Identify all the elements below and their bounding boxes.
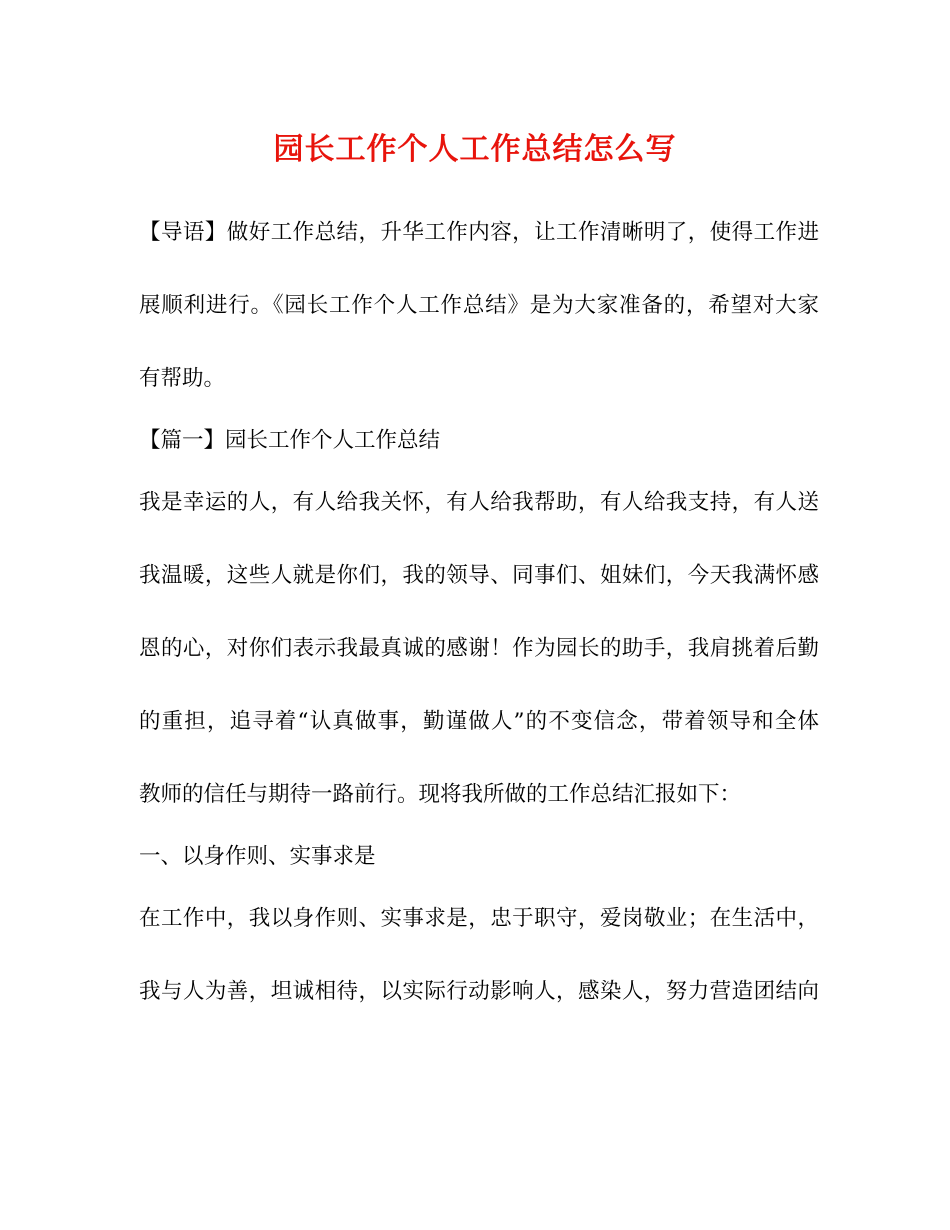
paragraph-line: 我与人为善，坦诚相待，以实际行动影响人，感染人，努力营造团结向	[139, 979, 819, 1004]
section-heading: 【篇一】园长工作个人工作总结	[139, 428, 441, 453]
paragraph-line: 教师的信任与期待一路前行。现将我所做的工作总结汇报如下：	[139, 782, 742, 807]
paragraph-line: 的重担，追寻着“认真做事，勤谨做人”的不变信念，带着领导和全体	[139, 709, 819, 734]
document-title: 园长工作个人工作总结怎么写	[273, 132, 677, 167]
paragraph-line: 我温暖，这些人就是你们，我的领导、同事们、姐妹们，今天我满怀感	[139, 563, 819, 588]
section-heading: 一、以身作则、实事求是	[139, 844, 376, 869]
paragraph-line: 有帮助。	[139, 366, 226, 391]
paragraph-line: 我是幸运的人，有人给我关怀，有人给我帮助，有人给我支持，有人送	[139, 490, 819, 515]
paragraph-line: 恩的心，对你们表示我最真诚的感谢！作为园长的助手，我肩挑着后勤	[139, 636, 819, 661]
paragraph-line: 【导语】做好工作总结，升华工作内容，让工作清晰明了，使得工作进	[139, 220, 819, 245]
paragraph-line: 在工作中，我以身作则、实事求是，忠于职守，爱岗敬业；在生活中，	[139, 906, 819, 931]
paragraph-line: 展顺利进行。《园长工作个人工作总结》是为大家准备的，希望对大家	[139, 293, 819, 318]
